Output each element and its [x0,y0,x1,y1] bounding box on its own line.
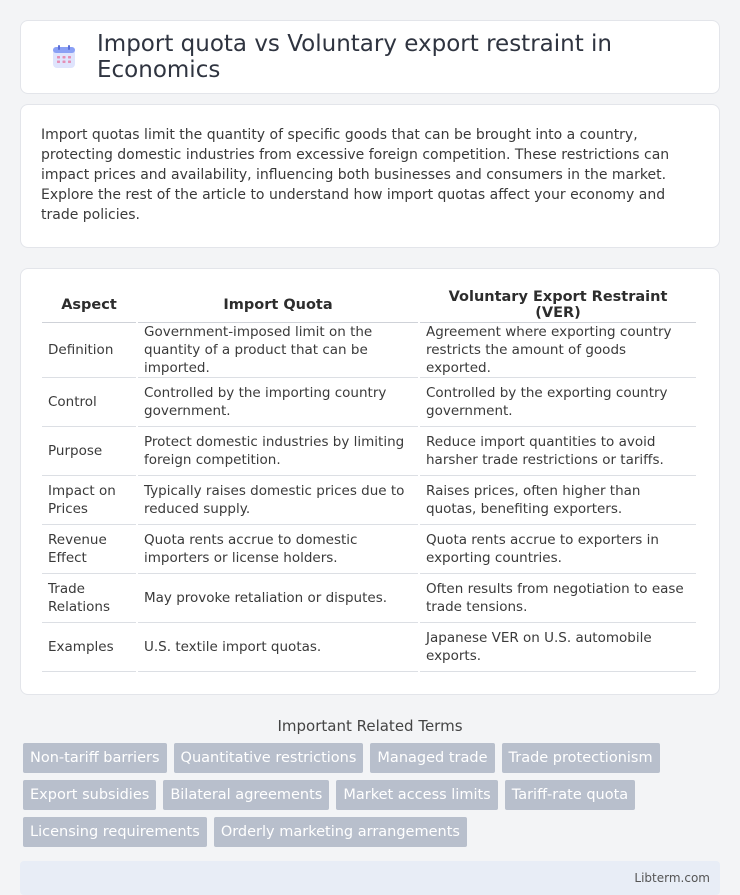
table-row [42,525,696,574]
table-row [42,623,696,672]
row-ver: Controlled by the exporting country government. [420,378,696,427]
table-row [42,323,696,378]
row-aspect: Purpose [42,427,136,476]
tag-non-tariff-barriers[interactable]: Non-tariff barriers [23,743,167,773]
row-ver: Often results from negotiation to ease trade tensions. [420,574,696,623]
row-aspect: Impact on Prices [42,476,136,525]
table-row [42,574,696,623]
row-ver: Agreement where exporting country restricts the amount of goods exported. [420,323,696,378]
table-row [42,427,696,476]
table-row [42,378,696,427]
tag-managed-trade[interactable]: Managed trade [370,743,494,773]
row-import-quota: Controlled by the importing country government. [138,378,418,427]
related-terms-section [20,715,720,847]
column-header-ver: Voluntary Export Restraint (VER) [420,289,696,323]
tag-orderly-marketing-arrangements[interactable]: Orderly marketing arrangements [214,817,467,847]
tag-market-access-limits[interactable]: Market access limits [336,780,497,810]
row-import-quota: Quota rents accrue to domestic importers or license holders. [138,525,418,574]
column-header-aspect: Aspect [42,289,136,323]
footer-brand-link[interactable]: Libterm.com [634,871,710,885]
row-ver: Japanese VER on U.S. automobile exports. [420,623,696,672]
row-aspect: Revenue Effect [42,525,136,574]
table-row [42,476,696,525]
page [20,20,720,895]
intro-text: Import quotas limit the quantity of specific goods that can be brought into a country, protecting domestic industries from excessive foreign competition. These restrictions can impact prices and availability, influencing both businesses and consumers in the market. Explore the rest of the article to understand how import quotas affect your economy and trade policies. [41,127,670,223]
related-terms-title: Important Related Terms [277,717,463,735]
row-import-quota: U.S. textile import quotas. [138,623,418,672]
tag-quantitative-restrictions[interactable]: Quantitative restrictions [174,743,364,773]
tag-export-subsidies[interactable]: Export subsidies [23,780,156,810]
column-header-import-quota: Import Quota [138,289,418,323]
row-import-quota: Typically raises domestic prices due to reduced supply. [138,476,418,525]
tag-tariff-rate-quota[interactable]: Tariff-rate quota [505,780,635,810]
calendar-grid-icon [51,44,77,70]
comparison-table-card [20,268,720,695]
comparison-table [40,289,698,672]
row-ver: Quota rents accrue to exporters in exporting countries. [420,525,696,574]
footer [20,861,720,895]
row-ver: Raises prices, often higher than quotas, benefiting exporters. [420,476,696,525]
row-aspect: Control [42,378,136,427]
tag-trade-protectionism[interactable]: Trade protectionism [502,743,660,773]
tag-licensing-requirements[interactable]: Licensing requirements [23,817,207,847]
header-card [20,20,720,94]
page-title: Import quota vs Voluntary export restraint in Economics [97,31,613,83]
row-import-quota: Protect domestic industries by limiting foreign competition. [138,427,418,476]
row-aspect: Examples [42,623,136,672]
related-terms-tags [23,743,720,847]
row-ver: Reduce import quantities to avoid harsher trade restrictions or tariffs. [420,427,696,476]
row-aspect: Trade Relations [42,574,136,623]
row-import-quota: May provoke retaliation or disputes. [138,574,418,623]
table-header-row [42,289,696,323]
row-aspect: Definition [42,323,136,378]
row-import-quota: Government-imposed limit on the quantity of a product that can be imported. [138,323,418,378]
intro-card [20,104,720,248]
tag-bilateral-agreements[interactable]: Bilateral agreements [163,780,329,810]
